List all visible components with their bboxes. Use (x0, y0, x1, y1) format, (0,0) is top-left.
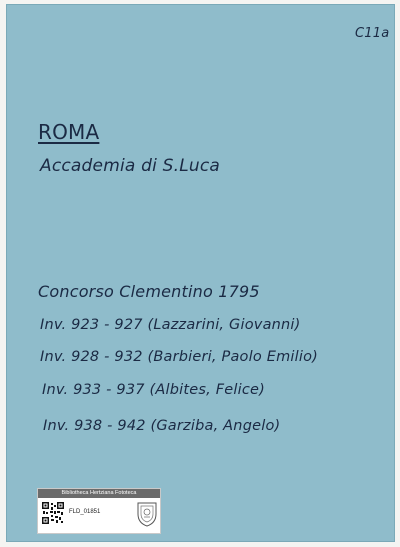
archive-code: FLD_01851 (69, 509, 101, 515)
qr-code-icon (42, 502, 64, 524)
inventory-line: Inv. 928 - 932 (Barbieri, Paolo Emilio) (40, 349, 319, 365)
corner-mark: C11a (355, 26, 390, 41)
library-label (37, 488, 161, 534)
institution-name: Accademia di S.Luca (40, 156, 221, 176)
inventory-line: Inv. 933 - 937 (Albites, Felice) (42, 382, 265, 398)
city-title: ROMA (38, 120, 100, 144)
contest-title: Concorso Clementino 1795 (38, 282, 260, 301)
inventory-line: Inv. 938 - 942 (Garziba, Angelo) (43, 418, 281, 434)
folder-cover (6, 4, 395, 542)
inventory-line: Inv. 923 - 927 (Lazzarini, Giovanni) (40, 317, 301, 333)
library-seal-icon (136, 500, 158, 528)
label-header: Bibliotheca Hertziana Fototeca (38, 489, 160, 498)
